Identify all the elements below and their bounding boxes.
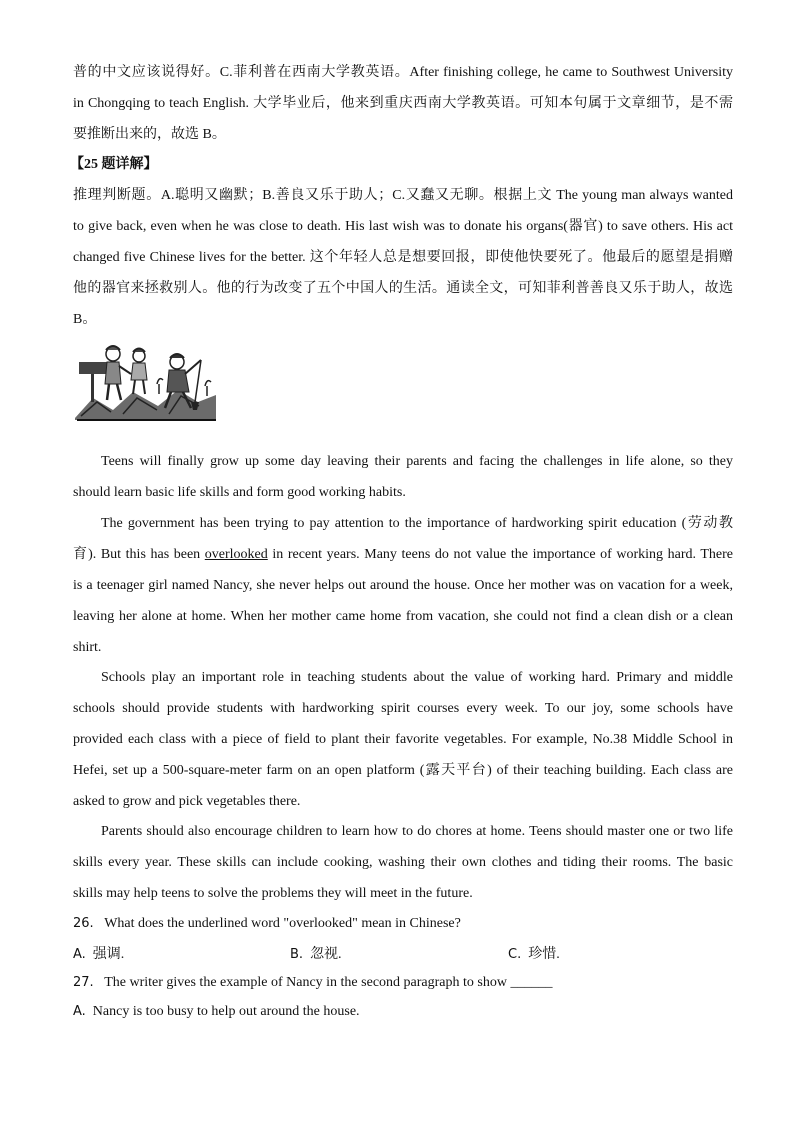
question-number: 27. (73, 975, 94, 990)
passage-line: shirt. (73, 640, 102, 655)
passage-line: Parents should also encourage children to learn how to do chores at home. Teens should master one or two life (101, 824, 733, 839)
option-letter: C. (508, 947, 522, 962)
explanation-line: 普的中文应该说得好。C.菲利普在西南大学教英语。After finishing college, he came to Southwest University (73, 65, 733, 80)
q25-line: changed five Chinese lives for the better. 这个年轻人总是想要回报，即使他快要死了。他最后的愿望是捐赠 (73, 250, 733, 265)
passage-text: 育). But this has been (73, 547, 205, 562)
gardening-illustration (73, 340, 218, 422)
q25-line: 推理判断题。A.聪明又幽默；B.善良又乐于助人；C.又蠢又无聊。根据上文 The young man always wanted (73, 188, 733, 203)
question-26 (73, 914, 733, 934)
question-text: The writer gives the example of Nancy in the second paragraph to show ______ (104, 975, 553, 990)
q26-option-a[interactable] (73, 945, 124, 965)
passage-line: skills may help teens to solve the problems they will meet in the future. (73, 886, 473, 901)
explanation-line: in Chongqing to teach English. 大学毕业后，他来到重庆西南大学教英语。可知本句属于文章细节，是不需 (73, 96, 733, 111)
option-text: Nancy is too busy to help out around the house. (92, 1004, 360, 1019)
question-27 (73, 973, 733, 993)
q27-option-a[interactable] (73, 1002, 733, 1022)
q25-line: 他的器官来拯救别人。他的行为改变了五个中国人的生活。通读全文，可知菲利普善良又乐于助人，故选 (73, 281, 733, 296)
question-number: 26. (73, 916, 94, 931)
question-text: What does the underlined word "overlooked" mean in Chinese? (104, 916, 461, 931)
passage-line: Teens will finally grow up some day leaving their parents and facing the challenges in life alone, so they (101, 454, 733, 469)
option-letter: A. (73, 947, 86, 962)
q26-option-c[interactable] (508, 945, 560, 965)
q26-option-b[interactable] (290, 945, 342, 965)
explanation-line: 要推断出来的，故选 B。 (73, 127, 226, 142)
passage-line (73, 545, 733, 565)
passage-line: provided each class with a piece of field to plant their favorite vegetables. For example, No.38 Middle School in (73, 732, 733, 747)
option-text: 忽视. (310, 947, 342, 962)
passage-line: Hefei, set up a 500-square-meter farm on an open platform (露天平台) of their teaching building. Each class are (73, 763, 733, 778)
passage-line: is a teenager girl named Nancy, she never helps out around the house. Once her mother was on vacation for a week, (73, 578, 733, 593)
passage-line: leaving her alone at home. When her mother came home from vacation, she could not find a clean dish or a clean (73, 609, 733, 624)
q25-line: B。 (73, 312, 97, 327)
underlined-word: overlooked (204, 547, 268, 562)
option-text: 珍惜. (528, 947, 560, 962)
passage-line: Schools play an important role in teaching students about the value of working hard. Primary and middle (101, 670, 733, 685)
option-text: 强调. (92, 947, 125, 962)
passage-line: should learn basic life skills and form good working habits. (73, 485, 406, 500)
q25-heading: 【25 题详解】 (70, 157, 158, 172)
passage-line: schools should provide students with hardworking spirit courses every week. To our joy, some schools have (73, 701, 733, 716)
passage-text: in recent years. Many teens do not value the importance of working hard. There (267, 547, 733, 562)
q25-line: to give back, even when he was close to death. His last wish was to donate his organs(器官) to save others. His act (73, 219, 733, 234)
passage-line: asked to grow and pick vegetables there. (73, 794, 301, 809)
passage-line: The government has been trying to pay attention to the importance of hardworking spirit education (劳动教 (101, 516, 733, 531)
passage-line: skills every year. These skills can include cooking, washing their own clothes and tiding their rooms. The basic (73, 855, 733, 870)
option-letter: B. (290, 947, 304, 962)
option-letter: A. (73, 1004, 86, 1019)
